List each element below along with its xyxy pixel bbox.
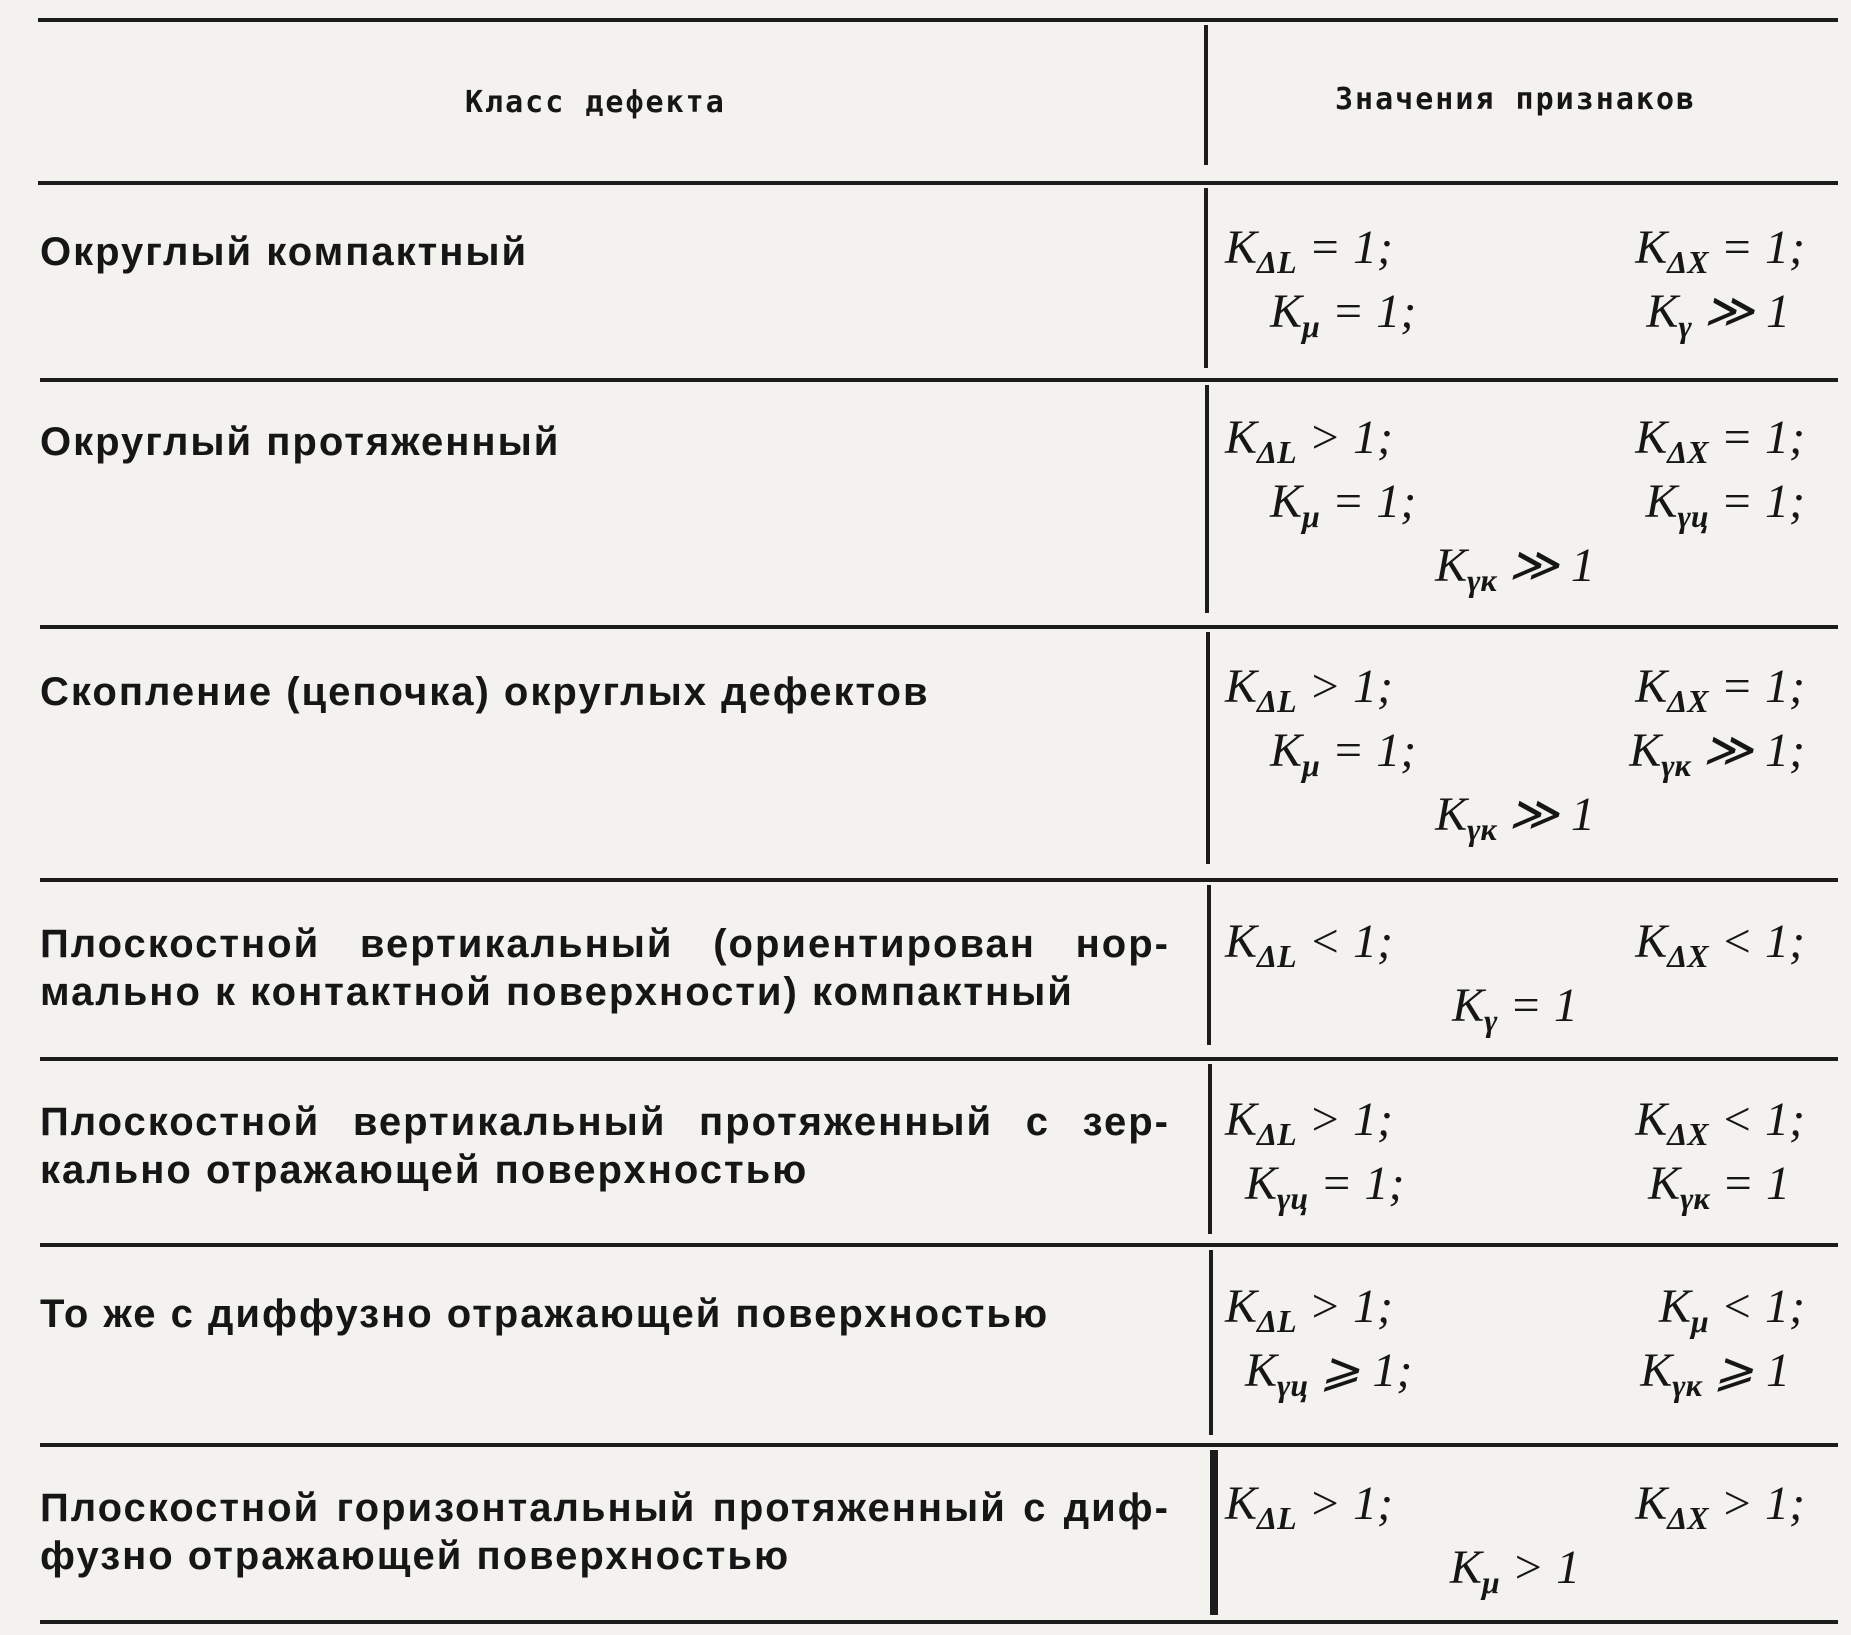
defect-class: Округлый компактный [40,230,529,274]
feature-values: $K_{\Delta L} < 1$; $K_{\Delta X} < 1$; $K_\gamma = 1$ [1225,915,1805,1038]
header-bottom-rule [38,181,1838,185]
column-separator [1210,1450,1218,1615]
header-values-column: Значения признаков [1335,82,1697,117]
defect-class: То же с диффузно отражающей поверхностью [40,1292,1050,1336]
row-divider [40,1243,1838,1247]
row-divider [40,1443,1838,1447]
feature-values: $K_{\Delta L} > 1$; $K_{\Delta X} > 1$; $K_\mu > 1$ [1225,1477,1805,1600]
row-divider [40,378,1838,382]
defect-class: Плоскостной вертикальный (ориентирован нор-мально к контактной поверхности) компактный [40,922,1170,1014]
feature-values: $K_{\Delta L} > 1$; $K_{\Delta X} < 1$; $K_{\gamma ц} = 1$; $K_{\gamma к} = 1$ [1225,1093,1805,1216]
header-class-column: Класс дефекта [465,85,726,120]
defect-class: Плоскостной горизонтальный протяженный с диф-фузно отражающей поверхностью [40,1486,1170,1578]
feature-values: $K_{\Delta L} > 1$; $K_\mu < 1$; $K_{\gamma ц}$ ⩾ 1; $K_{\gamma к}$ ⩾ 1 [1225,1280,1805,1403]
column-separator [1207,885,1211,1045]
defect-class: Плоскостной вертикальный протяженный с зер-кально отражающей поверхностью [40,1100,1170,1192]
feature-values: $K_{\Delta L} = 1$; $K_{\Delta X} = 1$; $K_\mu = 1$; $K_\gamma$ ≫ 1 [1225,221,1805,344]
row-divider [40,1057,1838,1061]
column-separator [1208,1064,1212,1234]
row-divider [40,878,1838,882]
defect-class: Округлый протяженный [40,420,561,464]
column-separator [1209,1250,1213,1435]
table-bottom-rule [40,1620,1838,1624]
column-separator [1206,632,1210,864]
column-separator [1204,188,1208,368]
column-separator [1205,385,1209,613]
table-top-rule [38,18,1838,22]
feature-values: $K_{\Delta L} > 1$; $K_{\Delta X} = 1$; $K_\mu = 1$; $K_{\gamma ц} = 1$; $K_{\gamma к}$ ≫ 1 [1225,411,1805,598]
feature-values: $K_{\Delta L} > 1$; $K_{\Delta X} = 1$; $K_\mu = 1$; $K_{\gamma к}$ ≫ 1; $K_{\gamma к}$ ≫ 1 [1225,660,1805,847]
row-divider [40,625,1838,629]
column-separator [1204,25,1208,165]
defect-class: Скопление (цепочка) округлых дефектов [40,670,930,714]
